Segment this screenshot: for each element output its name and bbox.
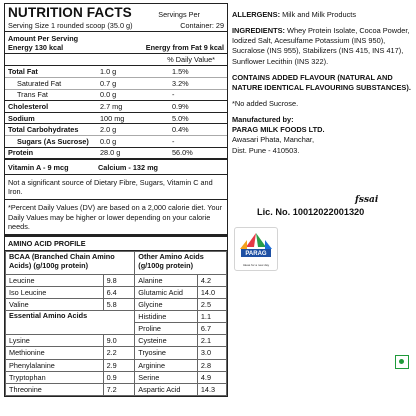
parag-emblem-icon [235, 228, 277, 260]
table-row [6, 287, 227, 299]
sucrose-note: *No added Sucrose. [232, 98, 299, 108]
aa-value: 6.7 [197, 323, 226, 335]
aa-name: Serine [135, 371, 198, 383]
aa-name: Threonine [6, 383, 104, 395]
nutrient-label: Sodium [8, 113, 35, 123]
ingredients-text: Whey Protein Isolate, Cocoa Powder, Iodized Salt, Acesulfame Potassium (INS 950), Sucralose (INS 955), Stabilizers (INS 415, INS 417), Sunflower Lecithin (INS 322). [232, 26, 410, 66]
manufactured-by-label: Manufactured by: [232, 115, 294, 125]
aa-name: Cysteine [135, 335, 198, 347]
nutrient-label: Protein [8, 148, 34, 158]
aa-name: Arginine [135, 359, 198, 371]
table-row [6, 335, 227, 347]
essential-aa-header: Essential Amino Acids [6, 311, 135, 335]
aa-name: Proline [135, 323, 198, 335]
aa-name: Methionine [6, 347, 104, 359]
nutrient-row-sodium [5, 113, 227, 125]
amino-acid-profile-heading: AMINO ACID PROFILE [5, 235, 227, 251]
aa-name: Leucine [6, 274, 104, 286]
nutrient-dv: 3.2% [172, 78, 189, 88]
flavour-note: CONTAINS ADDED FLAVOUR (NATURAL AND NATURE IDENTICAL FLAVOURING SUBSTANCES). [232, 72, 411, 92]
nutrient-label: Sugars (As Sucrose) [17, 136, 89, 146]
amount-per-serving-block [5, 32, 227, 54]
aa-value: 1.1 [197, 311, 226, 323]
nutrient-dv: - [172, 90, 175, 100]
aa-value: 2.2 [103, 347, 135, 359]
nutrient-dv: 0.4% [172, 125, 189, 135]
table-row [6, 371, 227, 383]
table-row [6, 347, 227, 359]
aa-value: 6.4 [103, 287, 135, 299]
table-row [6, 299, 227, 311]
aa-value: 2.8 [197, 359, 226, 371]
amount-per-serving: Amount Per Serving [8, 34, 79, 44]
aa-name: Aspartic Acid [135, 383, 198, 395]
nutrition-title-row [5, 4, 227, 21]
aa-value: 3.0 [197, 347, 226, 359]
nutrient-row-total-fat [5, 66, 227, 78]
nutrient-row-sugars [5, 136, 227, 148]
vitamin-calcium-row [5, 158, 227, 175]
nutrient-label: Total Carbohydrates [8, 125, 79, 135]
aa-value: 0.9 [103, 371, 135, 383]
allergens-text: Milk and Milk Products [280, 10, 357, 19]
address-line: Dist. Pune - 410503. [232, 145, 300, 155]
address-line: Awasari Phata, Manchar, [232, 135, 315, 145]
aa-name: Iso Leucine [6, 287, 104, 299]
daily-value-note: *Percent Daily Values (DV) are based on a 2,000 calorie diet. Your Daily Values may be higher or lower depending on your calorie needs. [5, 200, 227, 234]
energy-from-fat: Energy from Fat 9 kcal [145, 43, 224, 53]
aa-name: Phenylalanine [6, 359, 104, 371]
serving-size: Serving Size 1 rounded scoop (35.0 g) [8, 20, 133, 30]
nutrient-value: 2.7 mg [100, 101, 123, 111]
aa-value: 14.0 [197, 287, 226, 299]
nutrition-facts-panel [4, 3, 228, 397]
nutrient-row-saturated-fat [5, 78, 227, 90]
calcium: Calcium - 132 mg [98, 163, 159, 173]
vitamin-a: Vitamin A - 9 mcg [8, 163, 69, 173]
aa-value: 9.0 [103, 335, 135, 347]
aa-value: 14.3 [197, 383, 226, 395]
other-aa-header: Other Amino Acids (g/100g protein) [135, 251, 227, 274]
table-row [6, 383, 227, 395]
table-row [6, 251, 227, 274]
nutrient-dv: 56.0% [172, 148, 193, 158]
aa-value: 9.8 [103, 274, 135, 286]
nutrient-row-cholesterol [5, 101, 227, 113]
aa-name: Valine [6, 299, 104, 311]
nutrient-dv: 1.5% [172, 67, 189, 77]
nutrient-dv: - [172, 136, 175, 146]
aa-name: Lysine [6, 335, 104, 347]
aa-name: Tryptophan [6, 371, 104, 383]
nutrient-label: Saturated Fat [17, 78, 62, 88]
nutrition-title: NUTRITION FACTS [8, 5, 132, 20]
veg-mark-icon [395, 355, 409, 369]
serving-size-row [5, 21, 227, 32]
product-info-column [232, 10, 414, 156]
aa-name: Glycine [135, 299, 198, 311]
table-row [6, 311, 227, 323]
parag-brand-logo [234, 227, 278, 271]
allergens-label: ALLERGENS: [232, 10, 281, 19]
servings-container: Container: 29 [180, 20, 224, 30]
nutrient-dv: 0.9% [172, 101, 189, 111]
bcaa-header: BCAA (Branched Chain Amino Acids) (g/100g protein) [6, 251, 135, 274]
nutrient-row-trans-fat [5, 90, 227, 102]
nutrient-value: 100 mg [100, 113, 125, 123]
aa-value: 2.9 [103, 359, 135, 371]
servings-per-label: Servings Per [158, 10, 200, 19]
nutrient-row-protein [5, 148, 227, 159]
ingredients-label: INGREDIENTS: [232, 26, 285, 36]
nutrient-label: Total Fat [8, 67, 38, 77]
energy-value: Energy 130 kcal [8, 43, 64, 53]
fssai-logo [355, 195, 378, 205]
fssai-wordmark: fssai [355, 195, 379, 205]
nutrient-value: 0.0 g [100, 90, 117, 100]
nutrient-value: 1.0 g [100, 67, 117, 77]
amino-acid-table [5, 251, 227, 396]
allergens-line [232, 10, 414, 20]
brand-tagline: Ideas for a new day [242, 263, 270, 267]
table-row [6, 359, 227, 371]
aa-value: 4.9 [197, 371, 226, 383]
nutrient-value: 28.0 g [100, 148, 121, 158]
brand-name: PARAG [245, 251, 267, 258]
aa-value: 4.2 [197, 274, 226, 286]
aa-value: 2.5 [197, 299, 226, 311]
nutrient-value: 0.7 g [100, 78, 117, 88]
aa-value: 7.2 [103, 383, 135, 395]
manufacturer-block [232, 115, 414, 156]
nutrient-row-total-carbohydrates [5, 124, 227, 136]
aa-name: Alanine [135, 274, 198, 286]
aa-value: 2.1 [197, 335, 226, 347]
license-number: Lic. No. 10012022001320 [257, 207, 365, 217]
aa-name: Histidine [135, 311, 198, 323]
nutrient-value: 2.0 g [100, 125, 117, 135]
nutrient-dv: 5.0% [172, 113, 189, 123]
energy-row [8, 43, 224, 52]
ingredients-line [232, 26, 414, 67]
aa-name: Glutamic Acid [135, 287, 198, 299]
aa-name: Tryosine [135, 347, 198, 359]
nutrient-label: Trans Fat [17, 90, 48, 100]
nutrient-value: 0.0 g [100, 136, 117, 146]
aa-value: 5.8 [103, 299, 135, 311]
nutrient-label: Cholesterol [8, 101, 49, 111]
not-significant-note: Not a significant source of Dietary Fibre, Sugars, Vitamin C and Iron. [5, 175, 227, 200]
daily-value-header: % Daily Value* [5, 54, 227, 66]
table-row [6, 274, 227, 286]
company-name: PARAG MILK FOODS LTD. [232, 125, 325, 135]
